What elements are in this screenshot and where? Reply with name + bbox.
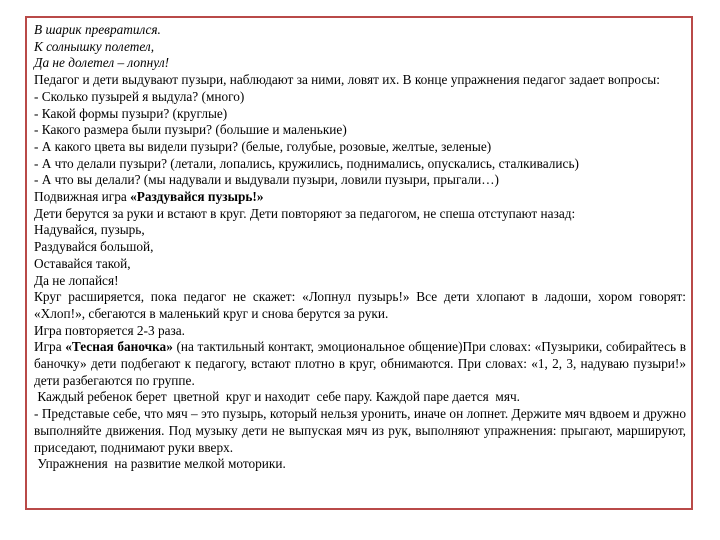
question-item: - А что вы делали? (мы надували и выдували пузыри, ловили пузыри, прыгали…) [34, 172, 499, 188]
poem-line: В шарик превратился. [34, 22, 161, 37]
poem-line: К солнышку полетел, [34, 38, 155, 54]
game2-prefix: Игра [34, 339, 66, 355]
game1-rule: Круг расширяется, пока педагог не скажет: «Лопнул пузырь!» Все дети хлопают в ладоши, хором говорят: «Хлоп!», сбегаются в маленький круг и снова берутся за руки. [34, 289, 686, 321]
verse-line: Раздувайся большой, [34, 239, 154, 255]
game1-heading [34, 189, 686, 206]
game1-instruction: Дети берутся за руки и встают в круг. Дети повторяют за педагогом, не спеша отступают назад: [34, 205, 576, 221]
game1-repeat: Игра повторяется 2-3 раза. [34, 322, 185, 338]
question-item: - А что делали пузыри? (летали, лопались, кружились, поднимались, опускались, сталкивались) [34, 155, 579, 171]
intro-paragraph: Педагог и дети выдувают пузыри, наблюдают за ними, ловят их. В конце упражнения педагог задает вопросы: [34, 72, 660, 88]
question-item: - А какого цвета вы видели пузыри? (белые, голубые, розовые, желтые, зеленые) [34, 138, 492, 154]
slide-text [34, 22, 686, 473]
poem-line: Да не долетел – лопнул! [34, 55, 170, 71]
slide-frame [25, 16, 693, 510]
game1-title: «Раздувайся пузырь!» [130, 189, 264, 205]
question-item: - Какой формы пузыри? (круглые) [34, 105, 228, 121]
ball-game-instruction: - Представые себе, что мяч – это пузырь, который нельзя уронить, иначе он лопнет. Держите мяч вдвоем и дружно выполняйте движения. Под музыку дети не выпуская мяч из рук, выполняют упражнения: прыгают, маршируют, приседают, поднимают руки вверх. [34, 406, 686, 455]
question-item: - Какого размера были пузыри? (большие и маленькие) [34, 122, 347, 138]
game2-paragraph [34, 339, 686, 389]
closing-line: Упражнения на развитие мелкой моторики. [34, 456, 286, 472]
game1-prefix: Подвижная игра [34, 189, 131, 205]
question-item: - Сколько пузырей я выдула? (много) [34, 88, 245, 104]
game2-title: «Тесная баночка» [65, 339, 173, 355]
verse-line: Оставайся такой, [34, 255, 131, 271]
verse-line: Надувайся, пузырь, [34, 222, 145, 238]
verse-line: Да не лопайся! [34, 272, 119, 288]
ball-game-pairs: Каждый ребенок берет цветной круг и находит себе пару. Каждой паре дается мяч. [34, 389, 520, 405]
game2-description: (на тактильный контакт, эмоциональное общение)При словах: «Пузырики, собирайтесь в баночку» дети подбегают к педагогу, встают плотно в круг, обнимаются. При словах: «1, 2, 3, надуваю пузыри!» дети разбегаются по группе. [34, 339, 687, 388]
